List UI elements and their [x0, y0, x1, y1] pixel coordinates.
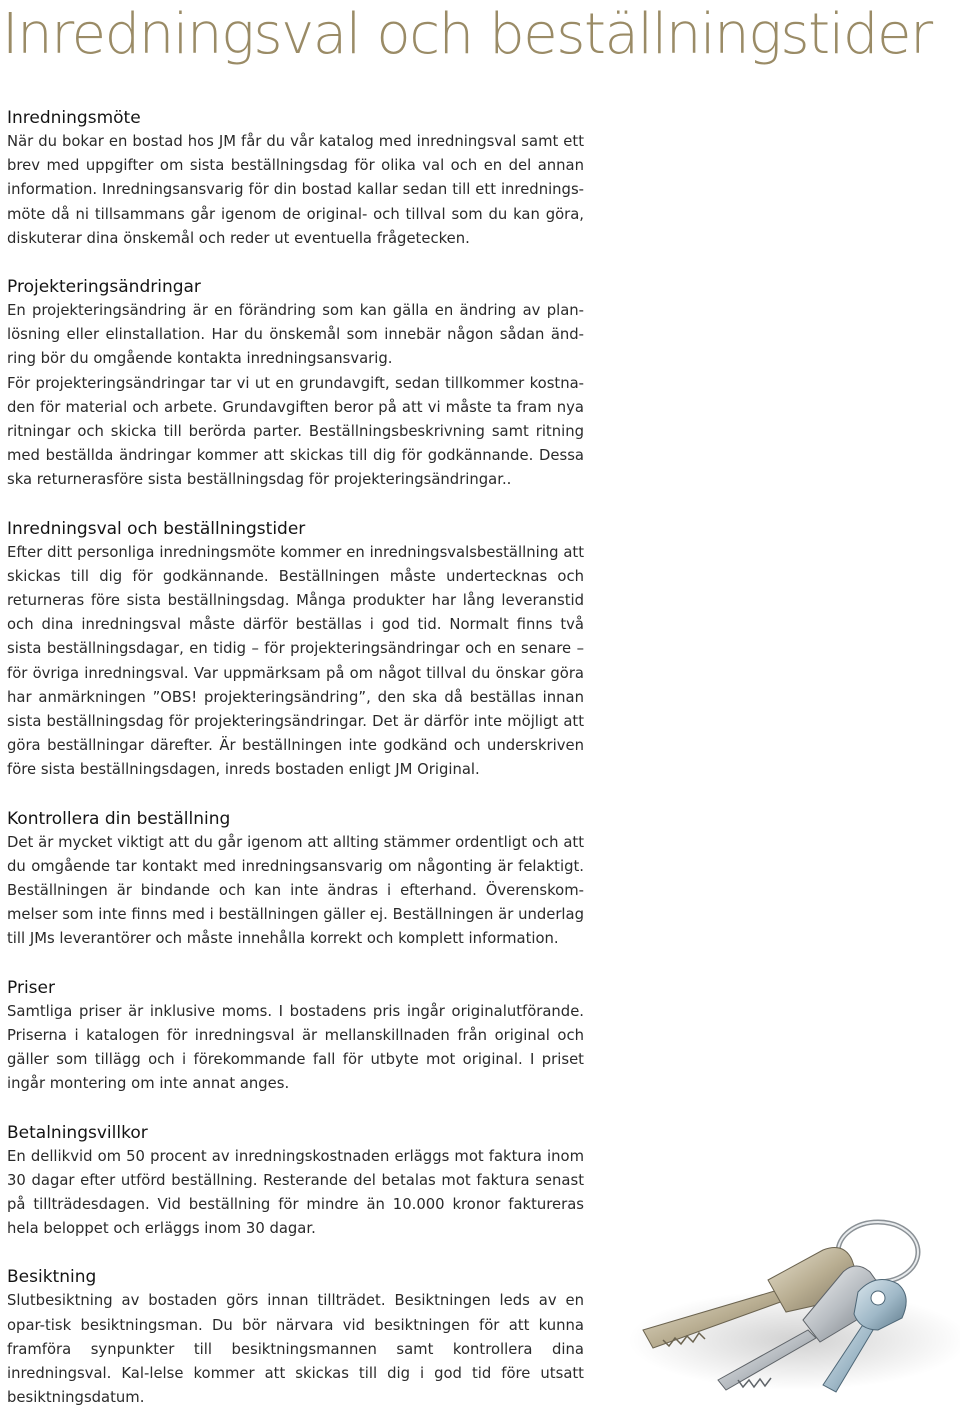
- section-paragraph: Slutbesiktning av bostaden görs innan tillträdet. Besiktningen leds av en opar-tisk besiktningsman. Du bör närvara vid besiktningen för att kunna framföra synpunkter till besiktningsmannen samt kontrollera dina inredningsval. Kal-lelse kommer att skickas till dig i god tid före utsatt besiktningsdatum.: [7, 1292, 584, 1407]
- section-priser: [7, 976, 584, 1097]
- section-heading: Betalningsvillkor: [7, 1122, 148, 1143]
- section-heading: Projekteringsändringar: [7, 277, 201, 298]
- section-paragraph: Efter ditt personliga inredningsmöte kommer en inredningsvalsbeställning att skickas till dig för godkännande. Beställningen måste undertecknas och returneras före sista beställningsdag. Många produkter har lång leveranstid och dina inredningsval måste därför beställas i god tid. Normalt finns två sista beställningsdagar, en tidig – för projekteringsändringar och en senare – för övriga inredningsval. Var uppmärksam på om något tillval du önskar göra har anmärkningen ”OBS! projekteringsändring”, den ska då beställas innan sista beställningsdag för projekteringsändringar. Det är därför inte möjligt att göra beställningar därefter. Är beställningen inte godkänd och underskriven före sista beställningsdagen, inreds bostaden enligt JM Original.: [7, 543, 584, 779]
- main-content: [7, 106, 584, 1410]
- section-paragraph: Samtliga priser är inklusive moms. I bostadens pris ingår originalutförande. Priserna i katalogen för inredningsval är mellanskillnaden från original och gäller som tillägg och i förekommande fall för utbyte mot original. I priset ingår montering om inte annat anges.: [7, 1002, 584, 1093]
- section-betalningsvillkor: [7, 1121, 584, 1242]
- section-paragraph: En projekteringsändring är en förändring som kan gälla en ändring av plan-lösning eller elinstallation. Har du önskemål som innebär någon sådan änd-ring bör du omgående kontakta inredningsansvarig.: [7, 302, 584, 368]
- keys-icon: [608, 1180, 960, 1406]
- section-paragraph: Det är mycket viktigt att du går igenom att allting stämmer ordentligt och att du omgående tar kontakt med inredningsansvarig om någonting är felaktigt. Beställningen är bindande och kan inte ändras i efterhand. Överenskom-melser som inte finns med i beställningen gäller ej. Beställningen är underlag till JMs leverantörer och måste innehålla korrekt och komplett information.: [7, 833, 584, 948]
- section-heading: Besiktning: [7, 1267, 97, 1288]
- section-paragraph: När du bokar en bostad hos JM får du vår katalog med inredningsval samt ett brev med uppgifter om sista beställningsdag för olika val och en del annan information. Inredningsansvarig för din bostad kallar sedan till ett inrednings-möte då ni tillsammans går igenom de original- och tillval som du kan göra, diskuterar dina önskemål och reder ut eventuella frågetecken.: [7, 133, 584, 247]
- section-projekteringsandringar: [7, 275, 584, 493]
- section-heading: Inredningsmöte: [7, 108, 141, 128]
- section-inredningsmote: [7, 106, 584, 251]
- section-besiktning: [7, 1265, 584, 1410]
- section-heading: Priser: [7, 977, 55, 998]
- keys-photo: [608, 1180, 960, 1406]
- section-heading: Inredningsval och beställningstider: [7, 518, 306, 539]
- section-paragraph: En dellikvid om 50 procent av inredningskostnaden erläggs mot faktura inom 30 dagar efter utförd beställning. Resterande del betalas mot faktura senast på tillträdesdagen. Vid beställning för mindre än 10.000 kronor faktureras hela beloppet och erläggs inom 30 dagar.: [7, 1147, 584, 1238]
- section-paragraph: För projekteringsändringar tar vi ut en grundavgift, sedan tillkommer kostna-den för material och arbete. Grundavgiften beror på att vi måste ta fram nya ritningar och skicka till berörda parter. Beställningsbeskrivning samt ritning med beställda ändringar kommer att skickas till dig för godkännande. Dessa ska returnerasföre sista beställningsdag för projekteringsändringar..: [7, 374, 584, 489]
- page-title: Inredningsval och beställningstider: [2, 2, 932, 67]
- section-kontrollera: [7, 807, 584, 952]
- section-inredningsval: [7, 517, 584, 783]
- section-heading: Kontrollera din beställning: [7, 808, 231, 829]
